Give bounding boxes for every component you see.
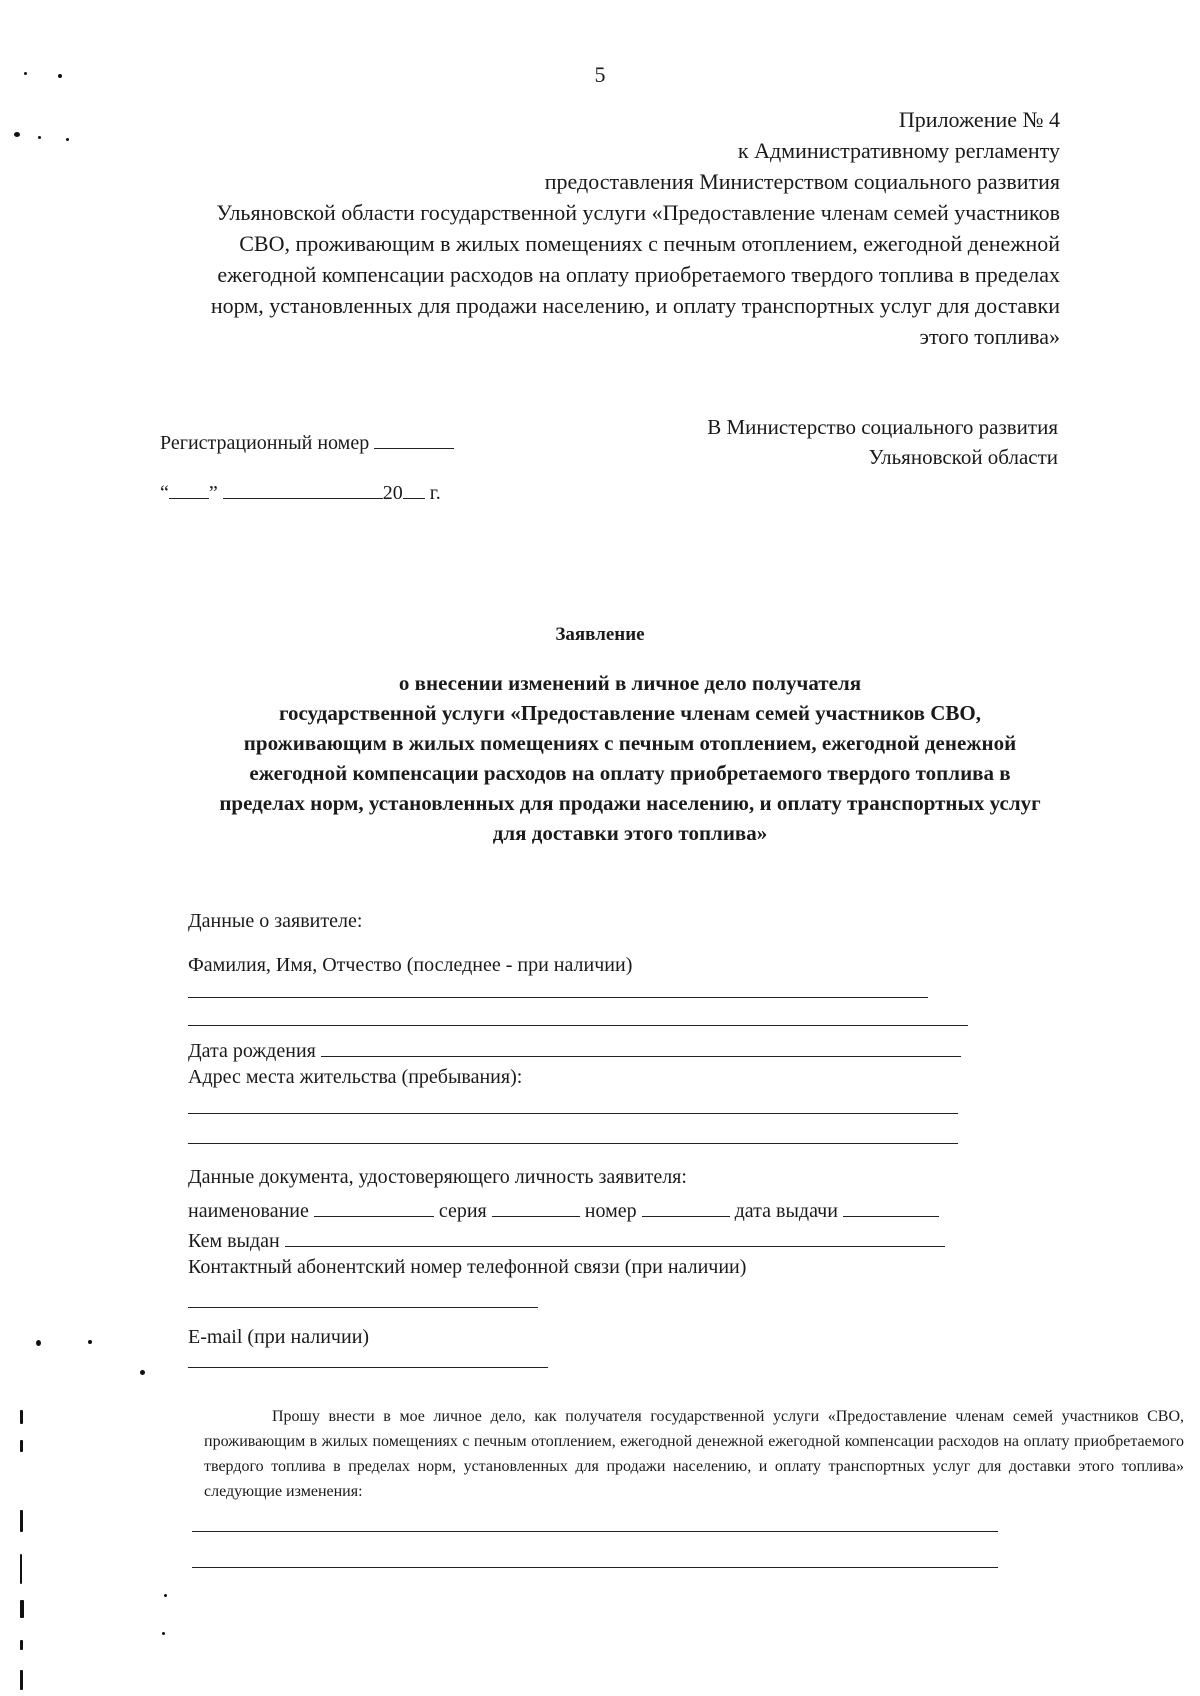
scan-speck (88, 1340, 92, 1344)
addressee-line: Ульяновской области (868, 445, 1058, 469)
request-paragraph (204, 1404, 1184, 1504)
changes-line-1[interactable] (192, 1530, 998, 1532)
doc-number-label: номер (584, 1200, 637, 1222)
scan-speck (20, 1640, 23, 1650)
email-field[interactable] (188, 1366, 548, 1368)
scan-speck (14, 132, 20, 137)
address-label: Адрес места жительства (пребывания): (188, 1066, 523, 1088)
doc-series-field[interactable] (492, 1196, 580, 1217)
scan-speck (164, 1594, 167, 1597)
birth-date-field[interactable] (321, 1036, 961, 1057)
addressee-block (707, 412, 1058, 472)
scan-speck (20, 1510, 23, 1532)
changes-line-2[interactable] (192, 1566, 998, 1568)
appendix-line: Ульяновской области государственной услуги «Предоставление членам семей участников (216, 200, 1060, 225)
fio-label: Фамилия, Имя, Отчество (последнее - при наличии) (188, 954, 633, 976)
date-quote-open: “ (160, 482, 169, 504)
scan-speck (20, 1554, 22, 1584)
scan-speck (20, 1670, 23, 1690)
scan-speck (58, 74, 62, 78)
appendix-line: предоставления Министерством социального развития (544, 169, 1060, 194)
appendix-line: Приложение № 4 (898, 107, 1060, 132)
issued-by-field[interactable] (285, 1226, 945, 1247)
applicant-header: Данные о заявителе: (188, 910, 363, 932)
appendix-line: этого топлива» (919, 324, 1060, 349)
subtitle-line: ежегодной компенсации расходов на оплату приобретаемого твердого топлива в (249, 761, 1011, 785)
appendix-line: к Административному регламенту (737, 138, 1060, 163)
document-header: Данные документа, удостоверяющего личность заявителя: (188, 1166, 687, 1188)
appendix-line: ежегодной компенсации расходов на оплату приобретаемого твердого топлива в пределах (217, 262, 1060, 287)
doc-name-label: наименование (188, 1200, 309, 1222)
page-number: 5 (594, 62, 606, 87)
doc-name-field[interactable] (314, 1196, 434, 1217)
date-quote-close: ” (208, 482, 218, 504)
subtitle-line: государственной услуги «Предоставление членам семей участников СВО, (278, 701, 982, 725)
scan-speck (38, 136, 41, 139)
subtitle-line: о внесении изменений в личное дело получателя (398, 671, 862, 695)
date-day-field[interactable] (169, 478, 209, 499)
subtitle-line: проживающим в жилых помещениях с печным отоплением, ежегодной денежной (243, 731, 1017, 755)
registration-number-field[interactable] (374, 428, 454, 449)
email-label: E-mail (при наличии) (188, 1326, 370, 1348)
appendix-line: СВО, проживающим в жилых помещениях с печным отоплением, ежегодной денежной (239, 231, 1060, 256)
subtitle-line: пределах норм, установленных для продажи населению, и оплату транспортных услуг (219, 791, 1041, 815)
document-title: Заявление (555, 624, 645, 645)
issued-by-label: Кем выдан (188, 1230, 280, 1252)
scan-speck (20, 1410, 23, 1424)
doc-date-label: дата выдачи (734, 1200, 838, 1222)
doc-series-label: серия (438, 1200, 487, 1222)
date-month-field[interactable] (223, 478, 383, 499)
birth-date-row (188, 1036, 1048, 1066)
scan-speck (20, 1440, 23, 1452)
scan-speck (66, 138, 69, 141)
date-year-field[interactable] (403, 478, 425, 499)
date-year-prefix: 20 (382, 482, 403, 504)
document-details-row (188, 1196, 1048, 1226)
scan-speck (24, 72, 27, 75)
scan-speck (20, 1600, 24, 1618)
appendix-header (160, 104, 1060, 352)
appendix-line: норм, установленных для продажи населению, и оплату транспортных услуг для доставки (210, 293, 1060, 318)
document-subtitle (160, 668, 1100, 848)
phone-label: Контактный абонентский номер телефонной связи (при наличии) (188, 1256, 747, 1278)
scan-speck (162, 1632, 165, 1635)
birth-date-label: Дата рождения (188, 1040, 316, 1062)
doc-number-field[interactable] (642, 1196, 730, 1217)
doc-date-field[interactable] (843, 1196, 939, 1217)
subtitle-line: для доставки этого топлива» (492, 821, 768, 845)
request-text: Прошу внести в мое личное дело, как получателя государственной услуги «Предоставление членам семей участников СВО, проживающим в жилых помещениях с печным отоплением, ежегодной денежной ежегодной компенсации расходов на оплату приобретаемого твердого топлива в пределах норм, установленных для продажи населению, и оплату транспортных услуг для доставки этого топлива» следующие изменения: (204, 1408, 1184, 1500)
date-year-suffix: г. (429, 482, 441, 504)
issued-by-row (188, 1226, 1048, 1256)
registration-date (160, 478, 441, 505)
addressee-line: В Министерство социального развития (707, 415, 1058, 439)
scan-speck (140, 1370, 145, 1375)
scan-speck (36, 1340, 41, 1346)
registration-number (160, 428, 454, 455)
applicant-form (188, 910, 1048, 1368)
registration-label: Регистрационный номер (160, 432, 370, 454)
